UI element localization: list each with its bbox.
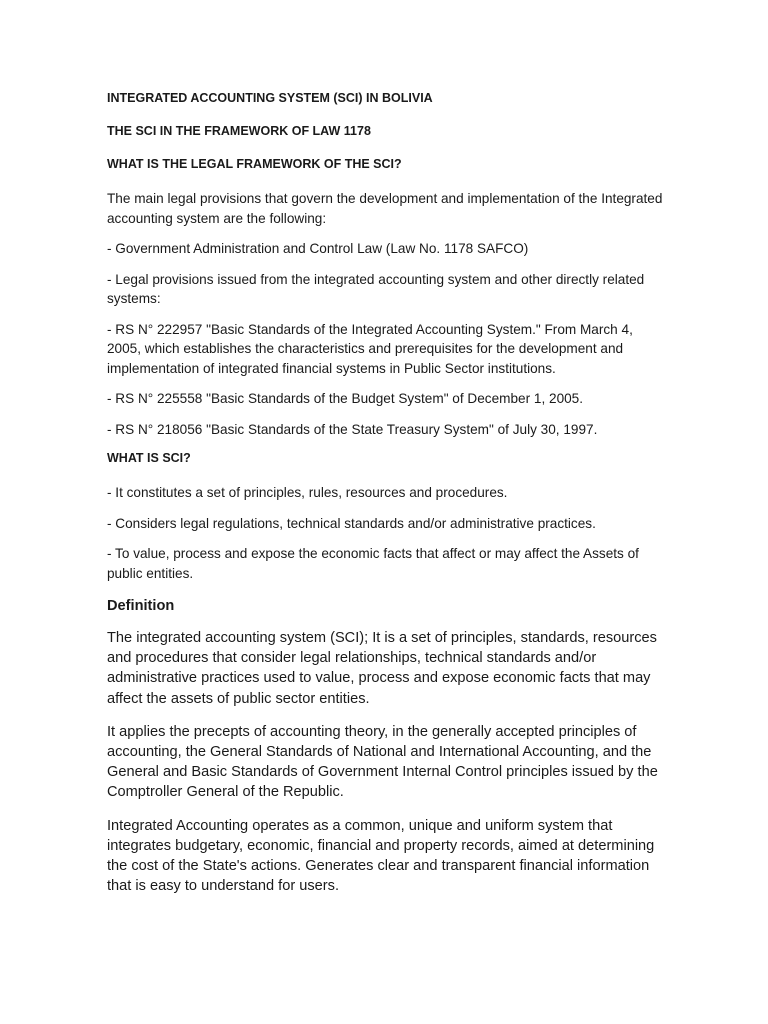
sci-item: - Considers legal regulations, technical standards and/or administrative practices. xyxy=(107,515,596,531)
section-heading-what-is-sci: WHAT IS SCI? xyxy=(107,451,191,465)
definition-heading: Definition xyxy=(107,598,175,614)
intro-paragraph: The main legal provisions that govern the development and implementation of the Integrated accounting system are the following: xyxy=(107,191,663,226)
document-page xyxy=(107,90,667,909)
section-heading-law-1178: THE SCI IN THE FRAMEWORK OF LAW 1178 xyxy=(107,124,371,138)
sci-item: - To value, process and expose the economic facts that affect or may affect the Assets of public entities. xyxy=(107,546,639,581)
definition-paragraph: The integrated accounting system (SCI); It is a set of principles, standards, resources and procedures that consider legal relationships, technical standards and/or administrative practices used to value, process and expose economic facts that may affect the assets of public sector entities. xyxy=(107,630,657,707)
legal-item: - Legal provisions issued from the integrated accounting system and other directly related systems: xyxy=(107,271,645,306)
document-title: INTEGRATED ACCOUNTING SYSTEM (SCI) IN BOLIVIA xyxy=(107,91,433,105)
sci-item: - It constitutes a set of principles, rules, resources and procedures. xyxy=(107,485,508,500)
legal-item: - RS N° 222957 "Basic Standards of the Integrated Accounting System." From March 4, 2005, which establishes the characteristics and prerequisites for the development and implementation of integrated financial systems in Public Sector institutions. xyxy=(107,321,633,376)
definition-paragraph: Integrated Accounting operates as a common, unique and uniform system that integrates budgetary, economic, financial and property records, aimed at determining the cost of the State's actions. Generates clear and transparent financial information that is easy to understand for users. xyxy=(107,817,655,895)
definition-paragraph: It applies the precepts of accounting theory, in the generally accepted principles of accounting, the General Standards of National and International Accounting, and the General and Basic Standards of Government Internal Control principles issued by the Comptroller General of the Republic. xyxy=(107,723,658,801)
section-heading-legal-framework: WHAT IS THE LEGAL FRAMEWORK OF THE SCI? xyxy=(107,157,402,171)
legal-item: - RS N° 225558 "Basic Standards of the Budget System" of December 1, 2005. xyxy=(107,391,584,406)
legal-item: - Government Administration and Control Law (Law No. 1178 SAFCO) xyxy=(107,241,529,256)
legal-item: - RS N° 218056 "Basic Standards of the State Treasury System" of July 30, 1997. xyxy=(107,421,598,437)
